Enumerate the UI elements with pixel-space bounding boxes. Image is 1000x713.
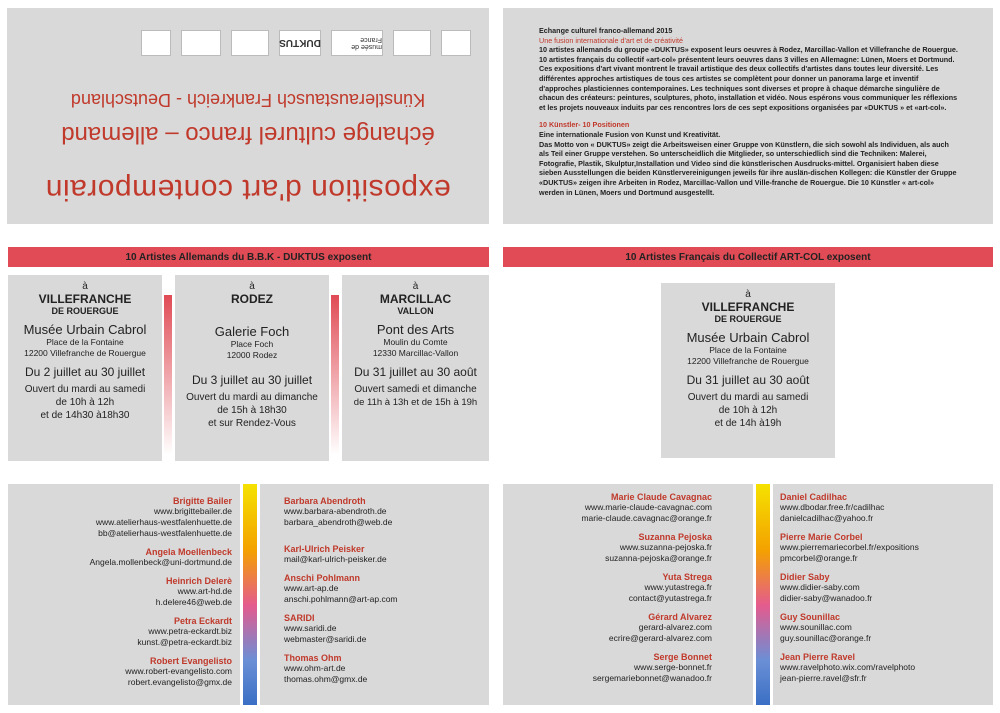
venue-address: Place de la Fontaine (46, 337, 124, 347)
logo-icon (441, 30, 471, 56)
artist-entry (509, 612, 712, 644)
artist-website: www.art-hd.de (177, 586, 232, 596)
contacts-french-right (773, 484, 993, 705)
artist-email: barbara_abendroth@web.de (284, 517, 393, 527)
poster-subtitle: échange culturel franco – allemand (61, 121, 435, 148)
artist-website: www.atelierhaus-westfalenhuette.de (95, 517, 232, 527)
venue-hours: de 11h à 13h et de 15h à 19h (353, 397, 478, 408)
venue-city-sub: DE ROUERGUE (51, 306, 119, 316)
logo-icon (181, 30, 221, 56)
venue-dates: Du 31 juillet au 30 août (686, 373, 810, 387)
artist-name: Marie Claude Cavagnac (610, 492, 712, 502)
contacts-german-left (8, 484, 240, 705)
artist-entry (284, 613, 483, 645)
venue-dates: Du 3 juillet au 30 juillet (191, 373, 313, 387)
artist-entry (509, 492, 712, 524)
artist-name: Angela Moellenbeck (145, 547, 232, 557)
artist-email: danielcadilhac@yahoo.fr (780, 513, 874, 523)
venue-city: VILLEFRANCHE (38, 292, 132, 306)
venue-city: VILLEFRANCHE (701, 300, 795, 314)
artist-website: gerard-alvarez.com (638, 622, 712, 632)
venue-a: à (82, 281, 88, 292)
artist-name: Karl-Ulrich Peisker (284, 544, 365, 554)
venue-hours: de 15h à 18h30 (217, 405, 287, 416)
intro-panel (503, 8, 993, 224)
rainbow-divider (756, 484, 770, 705)
artist-entry (14, 656, 232, 688)
venue-a: à (412, 281, 419, 292)
venue-card-villefranche-fr (661, 283, 835, 458)
venue-card-marcillac (342, 275, 489, 461)
header-german-artists: 10 Artistes Allemands du B.B.K - DUKTUS exposent (8, 247, 489, 267)
venue-hours: de 10h à 12h (718, 405, 778, 416)
artist-website: www.yutastrega.fr (644, 582, 712, 592)
artist-website: www.brigittebailer.de (154, 506, 232, 516)
artist-email: kunst.@petra-eckardt.biz (137, 637, 232, 647)
venue-hours: Ouvert du mardi au samedi (24, 384, 146, 395)
artist-email: jean-pierre.ravel@sfr.fr (780, 673, 867, 683)
artist-entry (14, 496, 232, 539)
logo-row (141, 30, 471, 56)
artist-website: www.saridi.de (284, 623, 337, 633)
venue-address: Moulin du Comte (383, 337, 448, 347)
artist-entry (14, 547, 232, 568)
artist-entry (284, 544, 483, 565)
logo-icon (231, 30, 269, 56)
venue-card-villefranche (8, 275, 162, 461)
venue-a: à (745, 289, 751, 300)
artist-name: Daniel Cadilhac (780, 492, 848, 502)
venue-hours: de 10h à 12h (55, 397, 115, 408)
artist-name: Barbara Abendroth (284, 496, 366, 506)
artist-entry (14, 616, 232, 648)
artist-email: didier-saby@wanadoo.fr (780, 593, 873, 603)
venue-hours: Ouvert samedi et dimanche (354, 384, 477, 395)
artist-name: SARIDI (284, 613, 315, 623)
artist-email: suzanna-pejoska@orange.fr (605, 553, 712, 563)
venue-dates: Du 31 juillet au 30 août (354, 365, 477, 379)
rainbow-divider (243, 484, 257, 705)
poster-title: exposition d'art contemporain (45, 173, 451, 206)
artist-name: Heinrich Delerè (165, 576, 232, 586)
artist-entry (14, 576, 232, 608)
venue-place: Musée Urbain Cabrol (23, 322, 147, 337)
venue-city-sub: DE ROUERGUE (714, 314, 782, 324)
artist-name: Jean Pierre Ravel (780, 652, 856, 662)
artist-name: Guy Sounillac (780, 612, 841, 622)
venue-hours: et sur Rendez-Vous (208, 418, 296, 429)
artist-website: www.robert-evangelisto.com (125, 666, 232, 676)
venue-address: 12200 Villefranche de Rouergue (24, 348, 146, 358)
venue-card-rodez (175, 275, 329, 461)
artist-email: contact@yutastrega.fr (628, 593, 712, 603)
artist-website: www.ohm-art.de (284, 663, 346, 673)
intro-subheading: Une fusion internationale d'art et de créativité (539, 35, 684, 45)
artist-name: Brigitte Bailer (172, 496, 232, 506)
artist-name: Pierre Marie Corbel (780, 532, 863, 542)
artist-entry (284, 653, 483, 685)
intro-paragraph-de: Das Motto von « DUKTUS» zeigt die Arbeitsweisen einer Gruppe von Künstlern, die sich sowohl als Individuen, als auch als Teil einer Gruppe verstehen. So unterscheidlich die Mitglieder, so unterschiedlich sind die Techniken: Malerei, Fotografie, Plastik, Skulptur,Installation und Video sind die künstlerischen Ausdrucks-mittel. Organisiert haben diese sieben Ausstellungen die beiden Künstlervereinigungen jeweils für ihre auslän-dischen Kollegen: die Künstler der Gruppe «DUKTUS» zeigen ihre Arbeiten in Rodez, Marcillac-Vallon und Ville-franche de Rouergue. Die 10 Künstler « art-col» werden in Lünen, Moers und Dortmund ausgestellt. (539, 139, 957, 197)
venue-hours: et de 14h30 à18h30 (40, 410, 130, 421)
venue-hours: Ouvert du mardi au samedi (687, 392, 809, 403)
venue-hours: et de 14h à19h (714, 418, 782, 429)
header-french-artists: 10 Artistes Français du Collectif ART-COL exposent (503, 247, 993, 267)
gradient-divider (331, 295, 339, 455)
artist-website: www.sounillac.com (780, 622, 852, 632)
artist-website: www.suzanna-pejoska.fr (619, 542, 712, 552)
artist-email: ecrire@gerard-alvarez.com (608, 633, 712, 643)
venue-place: Galerie Foch (214, 324, 290, 339)
logo-icon (393, 30, 431, 56)
artist-email: webmaster@saridi.de (284, 634, 367, 644)
artist-website: www.serge-bonnet.fr (634, 662, 712, 672)
venue-place: Pont des Arts (376, 322, 455, 337)
poster-rotated-content (7, 8, 489, 224)
artist-website: www.pierremariecorbel.fr/expositions (780, 542, 919, 552)
artist-email: guy.sounillac@orange.fr (780, 633, 872, 643)
poster-panel (7, 8, 489, 224)
intro-paragraph-fr: 10 artistes allemands du groupe «DUKTUS» exposent leurs oeuvres à Rodez, Marcillac-Vallon et Villefranche de Rouergue. 10 artistes français du collectif «art-col» présentent leurs oeuvres dans 3 villes en Allemagne: Lünen, Moers et Dortmund. Ces expositions d'art vivant montrent le travail artistique des deux collectifs d'artistes dans toutes leur diversité. Les différentes approches artistiques de tous ces artistes se complètent pour donner un panorama large et inventif d'approches plasticiennes contemporaines. Les techniques sont diverses et propre à chaque démarche singulière de chacun des créateurs: peintures, sculptures, photo, installation et vidéo. Nous espérons vous communiquer les réflexions et les projets nouveaux induits par ces rencontres lors de ces sept expositions organisées par «DUKTUS » et «art-col». (539, 45, 958, 112)
venue-city: RODEZ (231, 292, 273, 306)
artist-email: robert.evangelisto@gmx.de (127, 677, 232, 687)
artist-website: www.art-ap.de (284, 583, 339, 593)
artist-name: Didier Saby (780, 572, 830, 582)
artist-website: www.marie-claude-cavagnac.com (584, 502, 712, 512)
artist-email: anschi.pohlmann@art-ap.com (284, 594, 398, 604)
poster-subtitle-de: Künstleraustausch Frankreich - Deutschland (70, 90, 426, 110)
artist-name: Suzanna Pejoska (638, 532, 712, 542)
artist-email: mail@karl-ulrich-peisker.de (284, 554, 387, 564)
artist-entry (284, 496, 483, 528)
artist-email: bb@atelierhaus-westfalenhuette.de (98, 528, 232, 538)
venue-a: à (249, 281, 255, 292)
artist-entry (284, 573, 483, 605)
artist-entry (780, 492, 989, 524)
artist-entry (509, 572, 712, 604)
artist-website: www.ravelphoto.wix.com/ravelphoto (780, 662, 916, 672)
artist-name: Anschi Pohlmann (284, 573, 361, 583)
venue-place: Musée Urbain Cabrol (686, 330, 810, 345)
artist-entry (780, 652, 989, 684)
artist-entry (509, 532, 712, 564)
artist-entry (780, 532, 989, 564)
artist-website: www.petra-eckardt.biz (148, 626, 232, 636)
logo-icon (141, 30, 171, 56)
logo-duktus: DUKTUS (279, 30, 321, 56)
logo-musee-de-france: musée de France (331, 30, 383, 56)
artist-email: h.delere46@web.de (155, 597, 232, 607)
artist-name: Serge Bonnet (653, 652, 712, 662)
contacts-french-left (503, 484, 753, 705)
artist-entry (780, 572, 989, 604)
venue-address: Place Foch (230, 339, 274, 349)
venue-hours: Ouvert du mardi au dimanche (186, 392, 318, 403)
venue-city-sub: VALLON (397, 306, 434, 316)
venue-dates: Du 2 juillet au 30 juillet (24, 365, 146, 379)
artist-name: Gérard Alvarez (648, 612, 712, 622)
artist-email: sergemariebonnet@wanadoo.fr (592, 673, 712, 683)
intro-de-sub: Eine internationale Fusion von Kunst und Kreativität. (539, 129, 721, 139)
artist-email: Angela.mollenbeck@uni-dortmund.de (89, 557, 232, 567)
artist-email: pmcorbel@orange.fr (780, 553, 858, 563)
intro-heading: Echange culturel franco-allemand 2015 (539, 26, 673, 35)
venue-city: MARCILLAC (379, 292, 452, 306)
intro-de-heading: 10 Künstler- 10 Positionen (539, 120, 630, 130)
venue-address: 12200 Villefranche de Rouergue (687, 356, 809, 366)
venue-address: 12330 Marcillac-Vallon (372, 348, 459, 358)
artist-name: Robert Evangelisto (149, 656, 232, 666)
venue-address: 12000 Rodez (226, 350, 278, 360)
artist-entry (780, 612, 989, 644)
artist-name: Thomas Ohm (284, 653, 342, 663)
artist-name: Yuta Strega (662, 572, 712, 582)
artist-website: www.didier-saby.com (780, 582, 860, 592)
artist-entry (509, 652, 712, 684)
gradient-divider (164, 295, 172, 455)
artist-email: thomas.ohm@gmx.de (284, 674, 368, 684)
artist-name: Petra Eckardt (173, 616, 232, 626)
artist-website: www.dbodar.free.fr/cadilhac (780, 502, 885, 512)
venue-address: Place de la Fontaine (709, 345, 787, 355)
artist-website: www.barbara-abendroth.de (284, 506, 387, 516)
artist-email: marie-claude.cavagnac@orange.fr (581, 513, 712, 523)
contacts-german-right (260, 484, 489, 705)
